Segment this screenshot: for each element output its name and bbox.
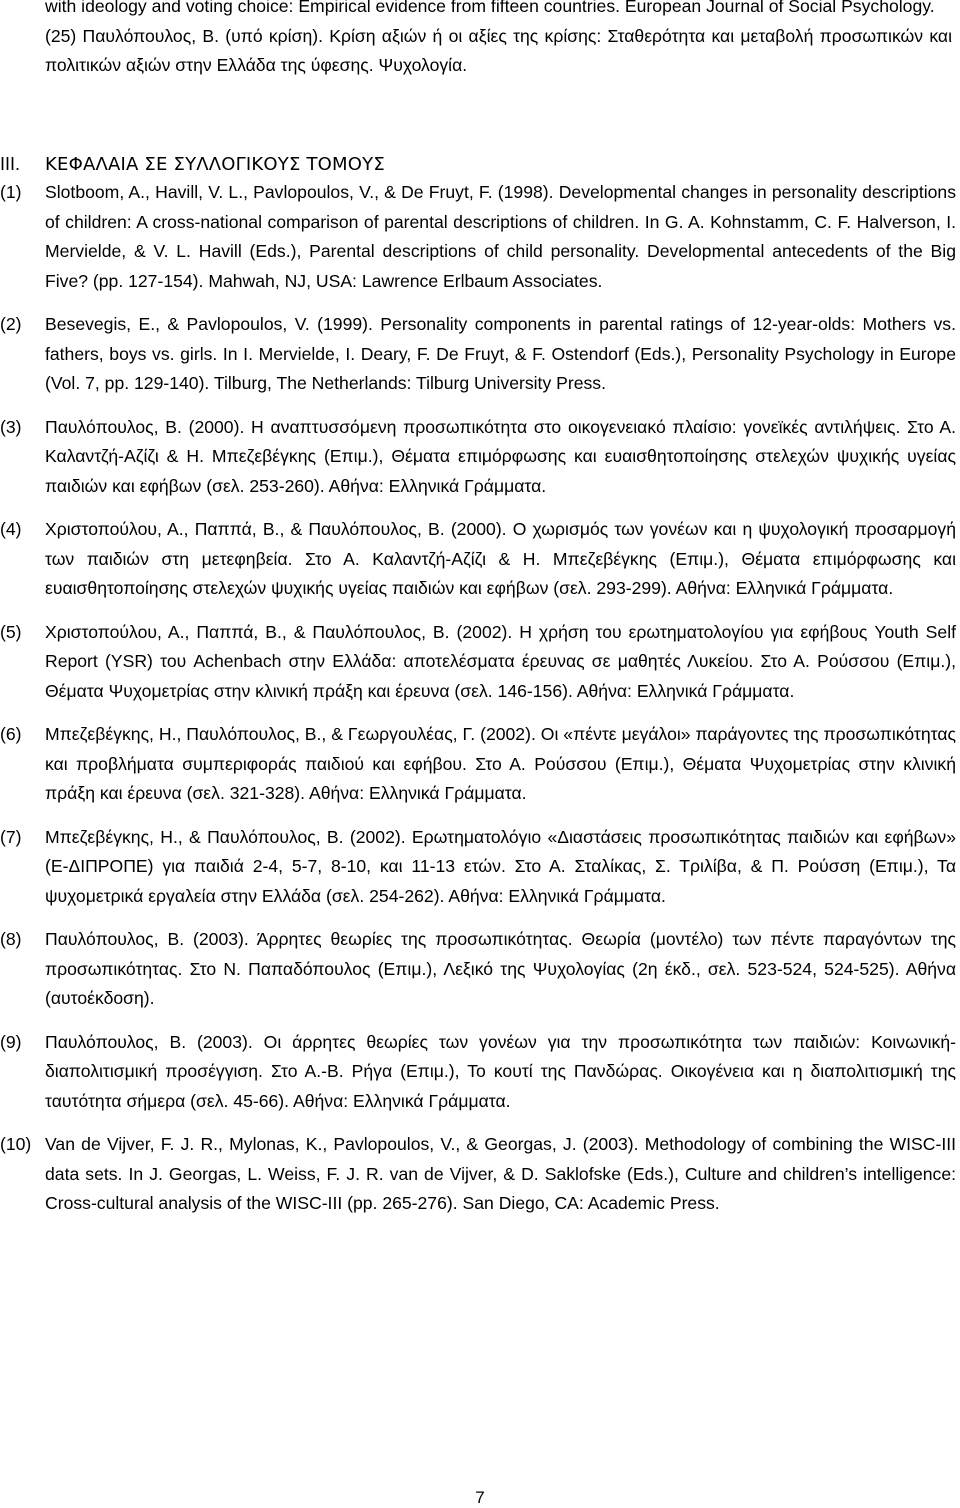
reference-25: (25) Παυλόπουλος, Β. (υπό κρίση). Κρίση αξιών ή οι αξίες της κρίσης: Σταθερότητα και μεταβολή προσωπικών και πολιτικών αξιών στην Ελλάδα της ύφεσης. Ψυχολογία.	[45, 25, 952, 75]
reference-text: Μπεζεβέγκης, Η., Παυλόπουλος, Β., & Γεωργουλέας, Γ. (2002). Οι «πέντε μεγάλοι» παράγοντες της προσωπικότητας και προβλήματα συμπεριφοράς παιδιού και εφήβου. Στο Α. Ρούσσου (Επιμ.), Θέματα Ψυχομετρίας στην κλινική πράξη και έρευνα (σελ. 321-328). Αθήνα: Ελληνικά Γράμματα.	[45, 724, 956, 803]
reference-text: Μπεζεβέγκης, Η., & Παυλόπουλος, Β. (2002). Ερωτηματολόγιο «Διαστάσεις προσωπικότητας παιδιών και εφήβων» (Ε-ΔΙΠΡΟΠΕ) για παιδιά 2-4, 5-7, 8-10, και 11-13 ετών. Στο Α. Σταλίκας, Σ. Τριλίβα, & Π. Ρούσση (Επιμ.), Τα ψυχομετρικά εργαλεία στην Ελλάδα (σελ. 254-262). Αθήνα: Ελληνικά Γράμματα.	[45, 826, 956, 906]
reference-number: (4)	[0, 519, 22, 539]
reference-text: Slotboom, A., Havill, V. L., Pavlopoulos, V., & De Fruyt, F. (1998). Developmental changes in personality descriptions of children: A cross-national comparison of parental descriptions of children. In G. A. Kohnstamm, C. F. Halverson, I. Mervielde, & V. L. Havill (Eds.), Parental descriptions of child personality. Developmental antecedents of the Big Five? (pp. 127-154). Mahwah, NJ, USA: Lawrence Erlbaum Associates.	[45, 182, 956, 291]
reference-text: Χριστοπούλου, Α., Παππά, Β., & Παυλόπουλος, Β. (2002). Η χρήση του ερωτηματολογίου για εφήβους Youth Self Report (YSR) του Achenbach στην Ελλάδα: αποτελέσματα έρευνας σε μαθητές Λυκείου. Στο Α. Ρούσσου (Επιμ.), Θέματα Ψυχομετρίας στην κλινική πράξη και έρευνα (σελ. 146-156). Αθήνα: Ελληνικά Γράμματα.	[45, 621, 956, 701]
reference-text: Χριστοπούλου, Α., Παππά, Β., & Παυλόπουλος, Β. (2000). Ο χωρισμός των γονέων και η ψυχολογική προσαρμογή των παιδιών στη μετεφηβεία. Στο Α. Καλαντζή-Αζίζι & Η. Μπεζεβέγκης (Επιμ.), Θέματα επιμόρφωσης και ευαισθητοποίησης στελεχών ψυχικής υγείας παιδιών και εφήβων (σελ. 293-299). Αθήνα: Ελληνικά Γράμματα.	[45, 519, 956, 598]
reference-item	[0, 310, 956, 399]
continued-references	[45, 0, 952, 81]
reference-item	[0, 413, 956, 502]
reference-number: (6)	[0, 724, 22, 744]
reference-24-tail: with ideology and voting choice: Empirical evidence from fifteen countries. European Journal of Social Psychology.	[45, 0, 935, 16]
reference-number: (5)	[0, 621, 22, 642]
reference-text: Παυλόπουλος, Β. (2000). Η αναπτυσσόμενη προσωπικότητα στο οικογενειακό πλαίσιο: γονεϊκές αντιλήψεις. Στο Α. Καλαντζή-Αζίζι & Η. Μπεζεβέγκης (Επιμ.), Θέματα επιμόρφωσης και ευαισθητοποίησης στελεχών ψυχικής υγείας παιδιών και εφήβων (σελ. 253-260). Αθήνα: Ελληνικά Γράμματα.	[45, 416, 956, 496]
reference-list	[0, 178, 956, 1233]
section-numeral: III.	[0, 154, 21, 174]
reference-number: (7)	[0, 826, 22, 847]
reference-text: Van de Vijver, F. J. R., Mylonas, K., Pavlopoulos, V., & Georgas, J. (2003). Methodology of combining the WISC-III data sets. In J. Georgas, L. Weiss, F. J. R. van de Vijver, & D. Saklofske (Eds.), Culture and children’s intelligence: Cross-cultural analysis of the WISC-III (pp. 265-276). San Diego, CA: Academic Press.	[45, 1134, 956, 1213]
reference-number: (8)	[0, 929, 22, 949]
page-number: 7	[475, 1488, 485, 1507]
reference-item	[0, 515, 956, 604]
reference-item	[0, 1028, 956, 1117]
reference-number: (10)	[0, 1134, 32, 1154]
reference-item	[0, 178, 956, 296]
reference-number: (2)	[0, 314, 22, 334]
reference-text: Besevegis, E., & Pavlopoulos, V. (1999). Personality components in parental ratings of 12-year-olds: Mothers vs. fathers, boys vs. girls. In I. Mervielde, I. Deary, F. De Fruyt, & F. Ostendorf (Eds.), Personality Psychology in Europe (Vol. 7, pp. 129-140). Tilburg, The Netherlands: Tilburg University Press.	[45, 314, 956, 393]
reference-item	[0, 618, 956, 707]
reference-text: Παυλόπουλος, Β. (2003). Οι άρρητες θεωρίες των γονέων για την προσωπικότητα των παιδιών: Κοινωνική-διαπολιτισμική προσέγγιση. Στο Α.-Β. Ρήγα (Επιμ.), Το κουτί της Πανδώρας. Οικογένεια και η διαπολιτισμική της ταυτότητα σήμερα (σελ. 45-66). Αθήνα: Ελληνικά Γράμματα.	[45, 1031, 956, 1111]
reference-number: (3)	[0, 416, 22, 437]
reference-item	[0, 925, 956, 1014]
reference-item	[0, 1130, 956, 1219]
reference-item	[0, 720, 956, 809]
section-heading: ΚΕΦΑΛΑΙΑ ΣΕ ΣΥΛΛΟΓΙΚΟΥΣ ΤΟΜΟΥΣ	[45, 154, 385, 175]
reference-item	[0, 823, 956, 912]
reference-number: (9)	[0, 1031, 22, 1052]
reference-text: Παυλόπουλος, Β. (2003). Άρρητες θεωρίες της προσωπικότητας. Θεωρία (μοντέλο) των πέντε παραγόντων της προσωπικότητας. Στο Ν. Παπαδόπουλος (Επιμ.), Λεξικό της Ψυχολογίας (2η έκδ., σελ. 523-524, 524-525). Αθήνα (αυτοέκδοση).	[45, 929, 956, 1008]
reference-number: (1)	[0, 182, 22, 202]
